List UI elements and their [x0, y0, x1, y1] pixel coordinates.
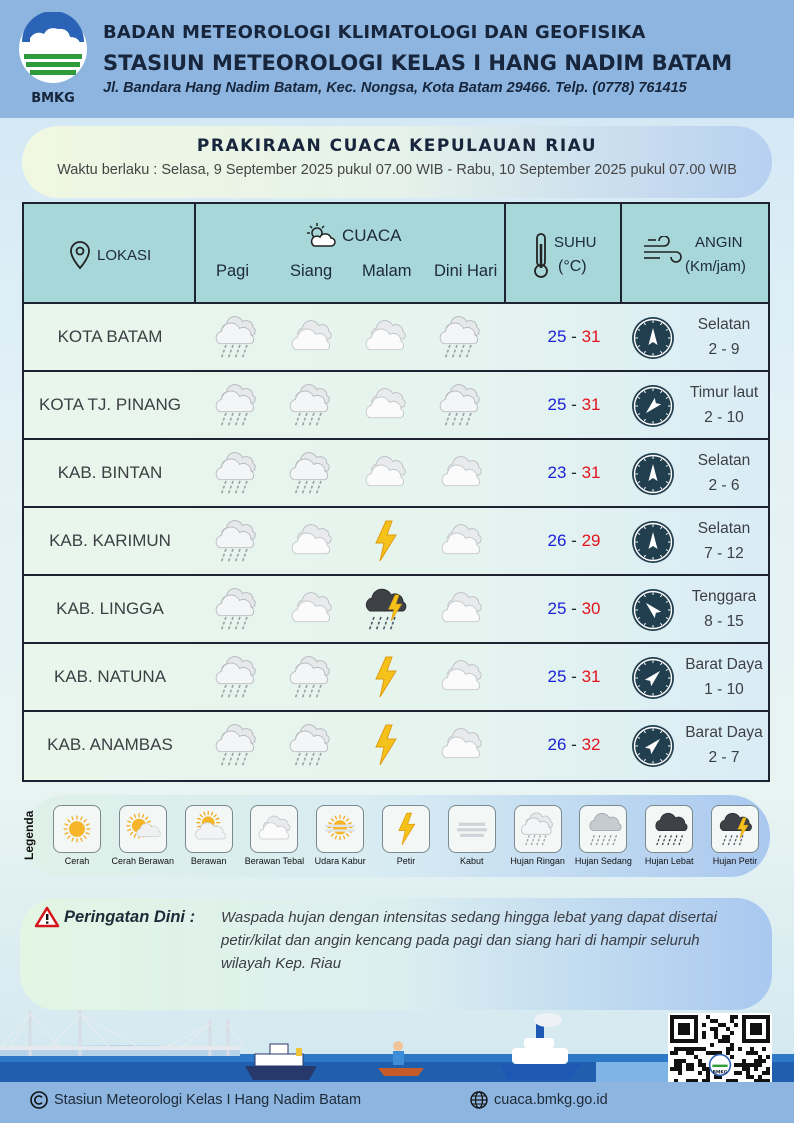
location-pin-icon [69, 240, 91, 270]
col-separator [194, 204, 196, 304]
wind-icon [642, 236, 684, 268]
legend-item [241, 805, 307, 866]
legend-label: Udara Kabur [314, 856, 366, 866]
globe-icon [470, 1091, 488, 1109]
header-cuaca-label: CUACA [342, 226, 402, 245]
legend-label: Cerah [64, 856, 90, 866]
validity-period: Waktu berlaku : Selasa, 9 September 2025 pukul 07.00 WIB - Rabu, 10 September 2025 pukul 07.00 WIB [57, 162, 737, 178]
footer [0, 1082, 794, 1123]
table-row [24, 576, 768, 644]
row-location: KOTA BATAM [57, 327, 163, 346]
weather-hujan-ringan-icon [212, 517, 262, 565]
weather-hujan-ringan-icon [286, 653, 336, 701]
weather-petir-icon [360, 653, 410, 701]
station-name: STASIUN METEOROLOGI KELAS I HANG NADIM BATAM [103, 51, 733, 75]
header-angin-unit: (Km/jam) [685, 258, 746, 275]
weather-hujan-ringan-icon [212, 313, 262, 361]
temp-min: 25 [547, 599, 567, 618]
weather-hujan-ringan-icon [436, 313, 486, 361]
row-temperature [524, 531, 624, 551]
logo-text: BMKG [31, 91, 75, 106]
row-location: KAB. KARIMUN [49, 531, 171, 550]
header-lokasi [69, 240, 151, 270]
temp-dash: - [571, 327, 577, 346]
legend-label: Cerah Berawan [111, 856, 175, 866]
legend-berawan-tebal-icon [250, 805, 298, 853]
legend-item [44, 805, 110, 866]
col-separator [620, 204, 622, 304]
temp-min: 25 [547, 395, 567, 414]
partly-cloudy-icon [306, 222, 336, 250]
footer-url[interactable]: cuaca.bmkg.go.id [494, 1092, 608, 1108]
row-temperature [524, 463, 624, 483]
table-row [24, 440, 768, 508]
legend-label: Hujan Lebat [644, 856, 694, 866]
weather-hujan-ringan-icon [436, 381, 486, 429]
header-banner [0, 0, 794, 118]
legend-item [307, 805, 373, 866]
title-banner [22, 126, 772, 198]
wind-speed: 2 - 6 [708, 477, 740, 494]
bmkg-logo [16, 12, 90, 106]
weather-berawan-tebal-icon [286, 585, 336, 633]
wind-compass-icon [631, 656, 675, 700]
legend-petir-icon [382, 805, 430, 853]
wind-compass-icon [631, 384, 675, 428]
legend-hujan-ringan-icon [514, 805, 562, 853]
wind-direction: Selatan [697, 520, 751, 537]
wind-compass-icon [631, 724, 675, 768]
legend-item [373, 805, 439, 866]
legend-hujan-petir-icon [711, 805, 759, 853]
row-temperature [524, 599, 624, 619]
row-temperature [524, 327, 624, 347]
wind-direction: Barat Daya [685, 656, 763, 673]
wind-direction: Barat Daya [685, 724, 763, 741]
legend-udara-kabur-icon [316, 805, 364, 853]
weather-hujan-ringan-icon [212, 585, 262, 633]
wind-speed: 1 - 10 [704, 681, 744, 698]
weather-berawan-tebal-icon [360, 449, 410, 497]
early-warning [20, 898, 772, 1010]
weather-petir-icon [360, 517, 410, 565]
wind-direction: Tenggara [691, 588, 757, 605]
wind-direction: Selatan [697, 316, 751, 333]
temp-min: 26 [547, 735, 567, 754]
row-temperature [524, 735, 624, 755]
legend-label: Petir [396, 856, 416, 866]
legend-item [636, 805, 702, 866]
legend-label: Kabut [460, 856, 484, 866]
legend-label: Berawan Tebal [244, 856, 305, 866]
wind-speed: 2 - 9 [708, 341, 740, 358]
temp-min: 25 [547, 327, 567, 346]
warning-text: Waspada hujan dengan intensitas sedang hingga lebat yang dapat disertai petir/kilat dan angin kencang pada pagi dan siang hari di hampir seluruh wilayah Kep. Riau [221, 909, 717, 972]
station-address: Jl. Bandara Hang Nadim Batam, Kec. Nongsa, Kota Batam 29466. Telp. (0778) 761415 [103, 80, 687, 96]
temp-dash: - [571, 395, 577, 414]
header-angin-label: ANGIN [695, 234, 743, 251]
weather-hujan-ringan-icon [212, 381, 262, 429]
weather-petir-icon [360, 721, 410, 769]
header-time-dini-hari: Dini Hari [434, 262, 498, 280]
ferry-right [500, 1013, 580, 1080]
legend-berawan-icon [185, 805, 233, 853]
weather-hujan-ringan-icon [286, 381, 336, 429]
weather-berawan-tebal-icon [286, 517, 336, 565]
weather-hujan-ringan-icon [286, 449, 336, 497]
temp-dash: - [571, 667, 577, 686]
header-lokasi-label: LOKASI [97, 246, 152, 264]
svg-text:BMKG: BMKG [712, 1070, 728, 1076]
footer-website[interactable] [470, 1091, 608, 1109]
legend [24, 795, 770, 877]
footer-copyright [30, 1091, 361, 1109]
temp-max: 32 [581, 735, 601, 754]
row-location: KAB. BINTAN [57, 463, 163, 482]
bmkg-logo-icon [16, 12, 90, 86]
copyright-icon [30, 1091, 48, 1109]
wind-compass-icon [631, 588, 675, 632]
row-temperature [524, 667, 624, 687]
header-cuaca [306, 222, 402, 250]
header-time-malam: Malam [362, 262, 412, 280]
temp-dash: - [571, 599, 577, 618]
wind-speed: 7 - 12 [704, 545, 744, 562]
header-time-siang: Siang [290, 262, 333, 280]
legend-label: Hujan Ringan [510, 856, 565, 866]
weather-berawan-tebal-icon [436, 449, 486, 497]
temp-max: 31 [581, 667, 601, 686]
warning-label: Peringatan Dini : [64, 907, 196, 926]
thermometer-icon [530, 232, 552, 280]
header-suhu-unit: (°C) [558, 258, 587, 275]
legend-item [176, 805, 242, 866]
legend-item [439, 805, 505, 866]
wind-compass-icon [631, 316, 675, 360]
legend-cerah-icon [53, 805, 101, 853]
weather-hujan-ringan-icon [286, 721, 336, 769]
weather-hujan-ringan-icon [212, 653, 262, 701]
weather-berawan-tebal-icon [436, 585, 486, 633]
table-row [24, 508, 768, 576]
temp-min: 23 [547, 463, 567, 482]
temp-dash: - [571, 735, 577, 754]
legend-hujan-sedang-icon [579, 805, 627, 853]
legend-label: Berawan [190, 856, 227, 866]
legend-kabut-icon [448, 805, 496, 853]
row-temperature [524, 395, 624, 415]
wind-compass-icon [631, 452, 675, 496]
legend-label: Hujan Petir [712, 856, 758, 866]
legend-cerah-berawan-icon [119, 805, 167, 853]
weather-berawan-tebal-icon [360, 313, 410, 361]
temp-max: 29 [581, 531, 601, 550]
legend-title: Legenda [22, 810, 36, 860]
table-header [24, 204, 768, 304]
temp-min: 25 [547, 667, 567, 686]
weather-berawan-tebal-icon [360, 381, 410, 429]
legend-item [505, 805, 571, 866]
agency-name: BADAN METEOROLOGI KLIMATOLOGI DAN GEOFISIKA [103, 22, 646, 43]
wind-direction: Selatan [697, 452, 751, 469]
header-time-pagi: Pagi [216, 262, 250, 280]
row-location: KAB. NATUNA [53, 667, 167, 686]
legend-label: Hujan Sedang [574, 856, 632, 866]
table-row [24, 712, 768, 780]
warning-heading [34, 906, 195, 928]
weather-hujan-ringan-icon [212, 721, 262, 769]
legend-hujan-lebat-icon [645, 805, 693, 853]
row-location: KAB. LINGGA [56, 599, 164, 618]
temp-max: 31 [581, 327, 601, 346]
wind-speed: 2 - 10 [704, 409, 744, 426]
warning-icon [34, 906, 60, 928]
temp-max: 30 [581, 599, 601, 618]
table-row [24, 644, 768, 712]
legend-item [110, 805, 176, 866]
legend-item [702, 805, 768, 866]
temp-min: 26 [547, 531, 567, 550]
page-title: PRAKIRAAN CUACA KEPULAUAN RIAU [196, 136, 598, 156]
forecast-table [22, 202, 770, 782]
temp-dash: - [571, 463, 577, 482]
row-location: KAB. ANAMBAS [47, 735, 173, 754]
table-row [24, 372, 768, 440]
temp-max: 31 [581, 463, 601, 482]
weather-berawan-tebal-icon [286, 313, 336, 361]
footer-station: Stasiun Meteorologi Kelas I Hang Nadim Batam [54, 1092, 362, 1108]
header-suhu-label: SUHU [554, 234, 597, 251]
row-location: KOTA TJ. PINANG [38, 395, 181, 414]
weather-hujan-petir-icon [360, 585, 410, 633]
table-row [24, 304, 768, 372]
wind-speed: 8 - 15 [704, 613, 744, 630]
temp-dash: - [571, 531, 577, 550]
wind-compass-icon [631, 520, 675, 564]
temp-max: 31 [581, 395, 601, 414]
weather-berawan-tebal-icon [436, 653, 486, 701]
legend-item [570, 805, 636, 866]
weather-berawan-tebal-icon [436, 517, 486, 565]
wind-direction: Timur laut [689, 384, 759, 401]
weather-berawan-tebal-icon [436, 721, 486, 769]
wind-speed: 2 - 7 [708, 749, 740, 766]
weather-hujan-ringan-icon [212, 449, 262, 497]
